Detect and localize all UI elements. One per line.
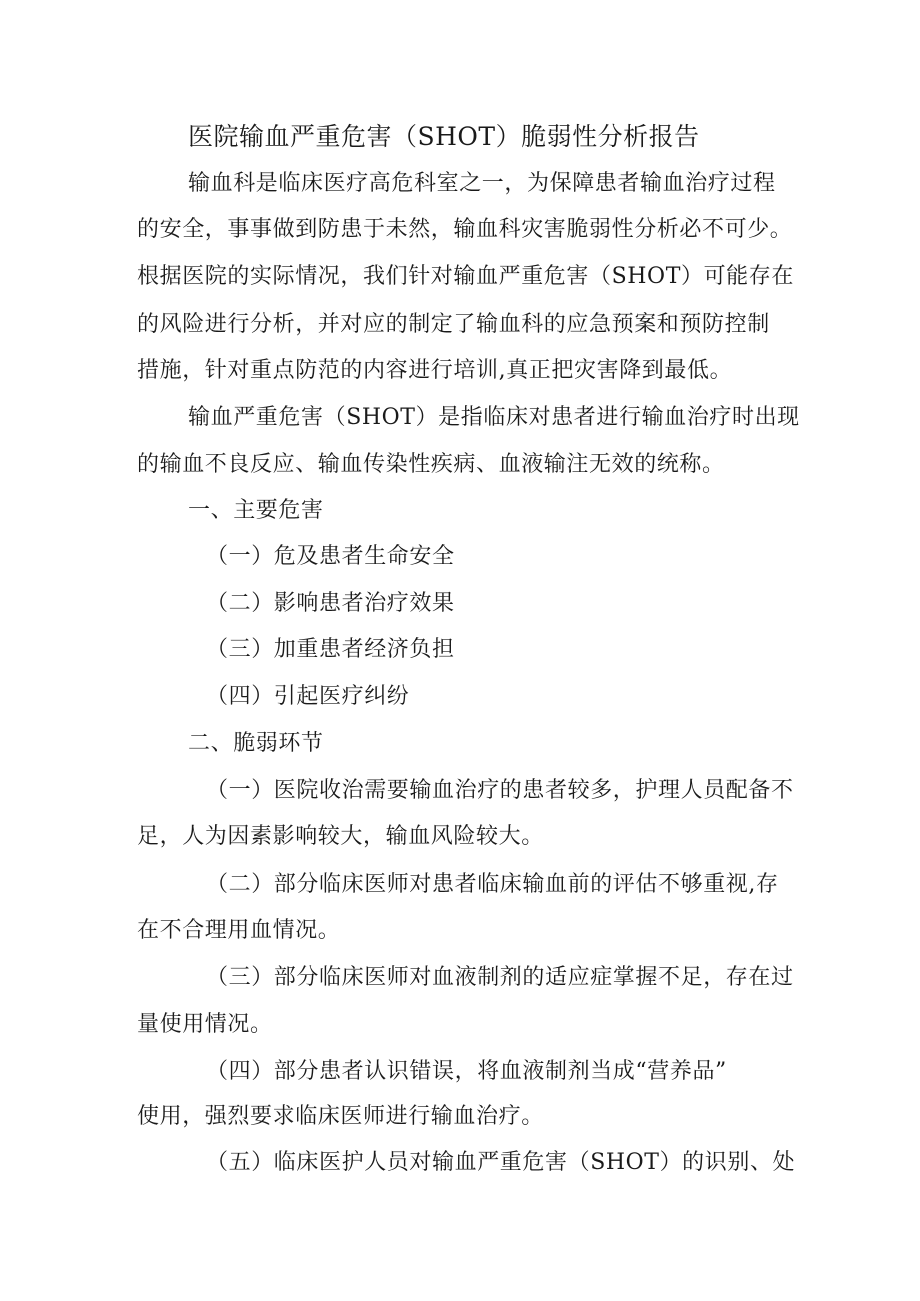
section-heading: 二、脆弱环节 xyxy=(188,731,324,756)
paragraph-line: 的风险进行分析，并对应的制定了输血科的应急预案和预防控制 xyxy=(137,312,770,337)
paragraph-line: （五）临床医护人员对输血严重危害（SHOT）的识别、处 xyxy=(206,1150,796,1175)
paragraph-line: （四）部分患者认识错误，将血液制剂当成“营养品” xyxy=(206,1059,727,1084)
paragraph-line: 的安全，事事做到防患于未然，输血科灾害脆弱性分析必不可少。 xyxy=(137,217,793,242)
paragraph-line: 的输血不良反应、输血传染性疾病、血液输注无效的统称。 xyxy=(137,452,725,477)
paragraph-line: （一）医院收治需要输血治疗的患者较多，护理人员配备不 xyxy=(206,778,794,803)
list-item: （一）危及患者生命安全 xyxy=(206,544,455,569)
paragraph-line: （三）部分临床医师对血液制剂的适应症掌握不足，存在过 xyxy=(206,965,794,990)
list-item: （二）影响患者治疗效果 xyxy=(206,591,455,616)
document-title: 医院输血严重危害（SHOT）脆弱性分析报告 xyxy=(188,122,700,151)
paragraph-line: 输血科是临床医疗高危科室之一，为保障患者输血治疗过程 xyxy=(188,171,776,196)
paragraph-line: 输血严重危害（SHOT）是指临床对患者进行输血治疗时出现 xyxy=(188,405,800,430)
paragraph-line: 在不合理用血情况。 xyxy=(137,918,341,943)
paragraph-line: （二）部分临床医师对患者临床输血前的评估不够重视,存 xyxy=(206,872,779,897)
paragraph-line: 使用，强烈要求临床医师进行输血治疗。 xyxy=(137,1104,544,1129)
paragraph-line: 根据医院的实际情况，我们针对输血严重危害（SHOT）可能存在 xyxy=(137,264,794,289)
paragraph-line: 足，人为因素影响较大，输血风险较大。 xyxy=(137,824,544,849)
list-item: （四）引起医疗纠纷 xyxy=(206,684,410,709)
paragraph-line: 量使用情况。 xyxy=(137,1012,273,1037)
section-heading: 一、主要危害 xyxy=(188,498,324,523)
paragraph-line: 措施，针对重点防范的内容进行培训,真正把灾害降到最低。 xyxy=(137,358,733,383)
list-item: （三）加重患者经济负担 xyxy=(206,637,455,662)
